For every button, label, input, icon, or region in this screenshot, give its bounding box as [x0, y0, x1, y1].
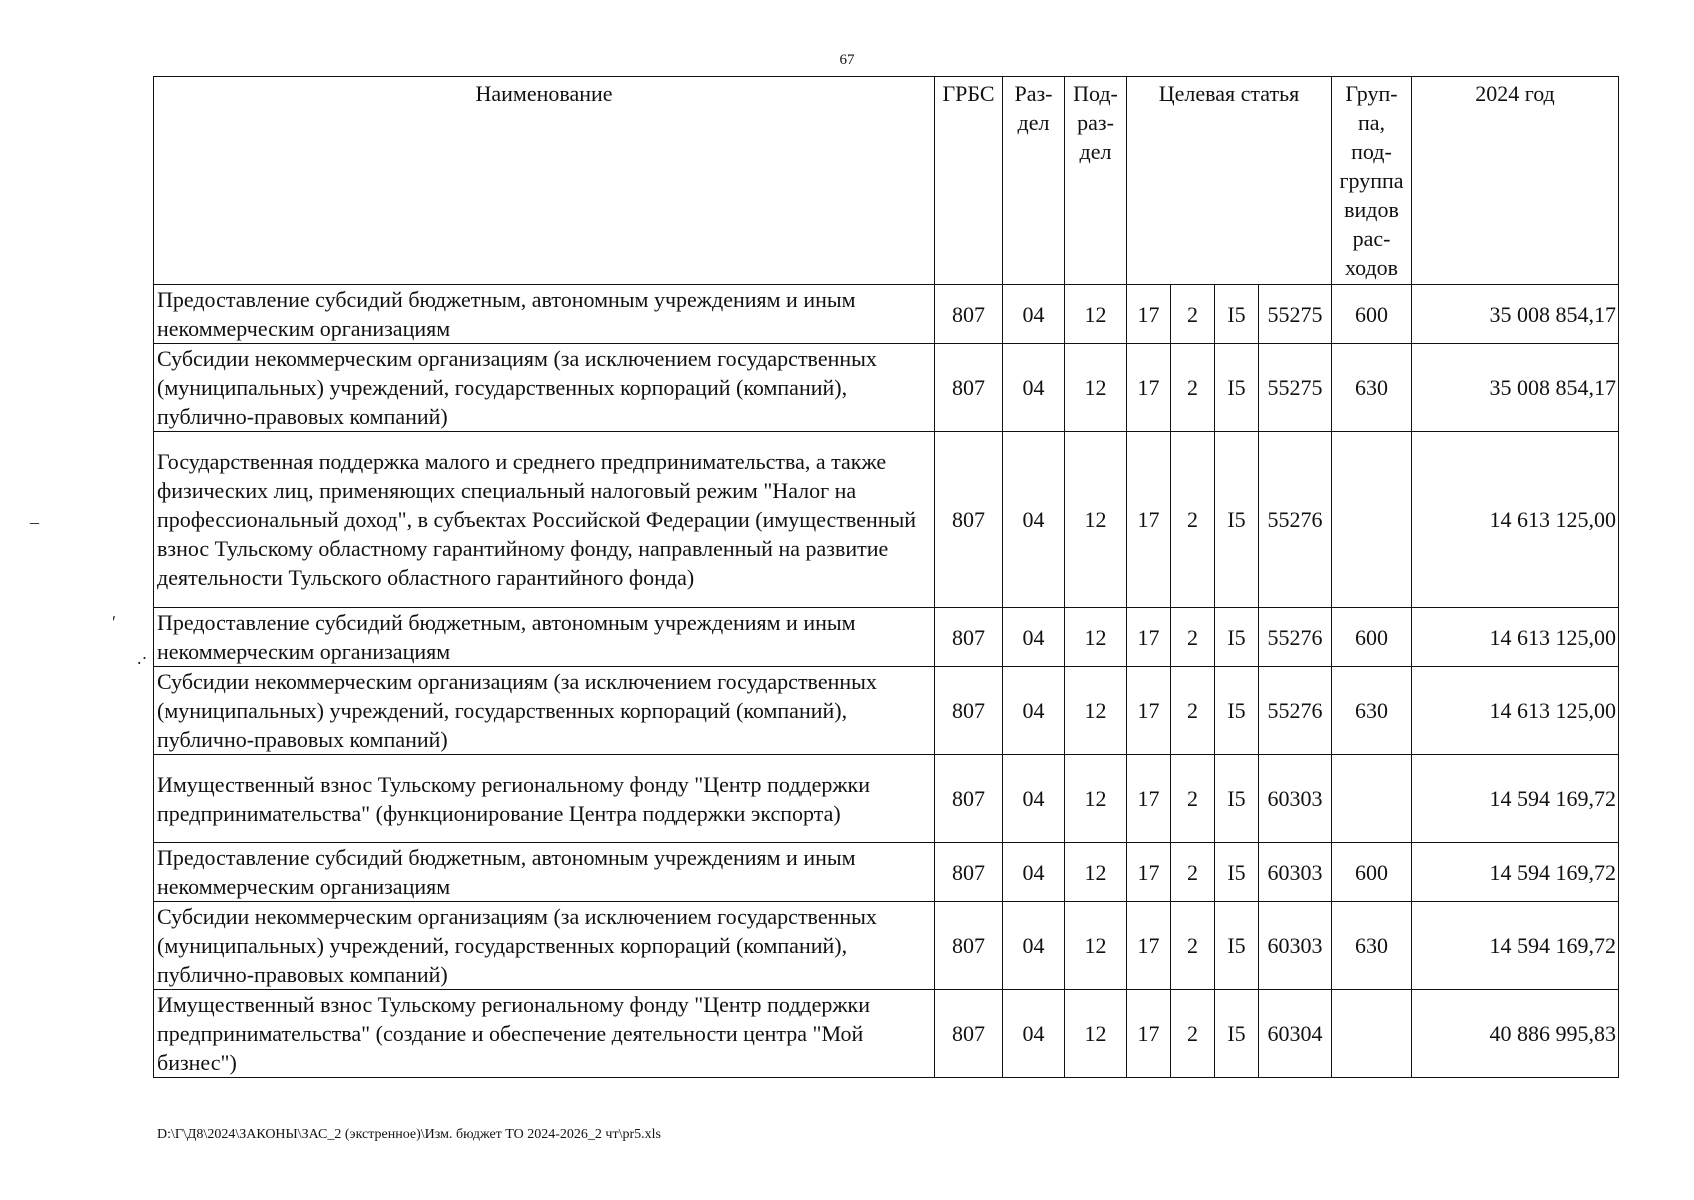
header-section: Раз- дел — [1003, 77, 1065, 285]
scan-mark: – — [30, 512, 39, 532]
cell-name: Субсидии некоммерческим организациям (за исключением государственных (муниципальных) учреждений, государственных корпораций (компаний), публично-правовых компаний) — [154, 344, 935, 432]
cell-amount: 14 613 125,00 — [1412, 667, 1619, 755]
cell-target-direction: 60303 — [1259, 843, 1332, 902]
table-row — [154, 990, 1619, 1078]
cell-target-type: 2 — [1171, 755, 1215, 843]
budget-table — [153, 76, 1619, 1078]
table-row — [154, 755, 1619, 843]
cell-target-project: I5 — [1215, 344, 1259, 432]
cell-target-project: I5 — [1215, 902, 1259, 990]
scan-mark: ʹ — [112, 612, 116, 632]
header-target-article: Целевая статья — [1127, 77, 1332, 285]
cell-target-program: 17 — [1127, 990, 1171, 1078]
table-row — [154, 285, 1619, 344]
cell-section: 04 — [1003, 285, 1065, 344]
cell-name: Предоставление субсидий бюджетным, автономным учреждениям и иным некоммерческим организациям — [154, 608, 935, 667]
table-row — [154, 843, 1619, 902]
cell-section: 04 — [1003, 344, 1065, 432]
table-row — [154, 608, 1619, 667]
cell-expense-group — [1332, 990, 1412, 1078]
cell-section: 04 — [1003, 902, 1065, 990]
cell-subsection: 12 — [1065, 285, 1127, 344]
cell-target-type: 2 — [1171, 843, 1215, 902]
table-row — [154, 344, 1619, 432]
cell-subsection: 12 — [1065, 902, 1127, 990]
cell-subsection: 12 — [1065, 432, 1127, 608]
cell-amount: 14 594 169,72 — [1412, 902, 1619, 990]
cell-amount: 14 594 169,72 — [1412, 843, 1619, 902]
header-name: Наименование — [154, 77, 935, 285]
header-year: 2024 год — [1412, 77, 1619, 285]
cell-grbs: 807 — [935, 843, 1003, 902]
cell-name: Имущественный взнос Тульскому региональному фонду "Центр поддержки предпринимательства" (создание и обеспечение деятельности центра "Мой бизнес") — [154, 990, 935, 1078]
cell-name: Субсидии некоммерческим организациям (за исключением государственных (муниципальных) учреждений, государственных корпораций (компаний), публично-правовых компаний) — [154, 902, 935, 990]
cell-subsection: 12 — [1065, 608, 1127, 667]
table-row — [154, 432, 1619, 608]
file-path: D:\Г\Д8\2024\ЗАКОНЫ\ЗАС_2 (экстренное)\Изм. бюджет ТО 2024-2026_2 чт\pr5.xls — [157, 1127, 661, 1142]
cell-grbs: 807 — [935, 608, 1003, 667]
cell-target-direction: 60303 — [1259, 902, 1332, 990]
cell-grbs: 807 — [935, 667, 1003, 755]
cell-target-direction: 60303 — [1259, 755, 1332, 843]
table-row — [154, 667, 1619, 755]
cell-target-project: I5 — [1215, 285, 1259, 344]
cell-section: 04 — [1003, 990, 1065, 1078]
cell-target-direction: 55275 — [1259, 344, 1332, 432]
cell-section: 04 — [1003, 843, 1065, 902]
cell-name: Предоставление субсидий бюджетным, автономным учреждениям и иным некоммерческим организациям — [154, 843, 935, 902]
cell-section: 04 — [1003, 432, 1065, 608]
header-grbs: ГРБС — [935, 77, 1003, 285]
cell-target-type: 2 — [1171, 902, 1215, 990]
cell-section: 04 — [1003, 755, 1065, 843]
cell-target-type: 2 — [1171, 608, 1215, 667]
cell-expense-group: 600 — [1332, 285, 1412, 344]
cell-target-type: 2 — [1171, 667, 1215, 755]
cell-expense-group — [1332, 432, 1412, 608]
cell-expense-group — [1332, 755, 1412, 843]
cell-target-program: 17 — [1127, 432, 1171, 608]
cell-target-program: 17 — [1127, 843, 1171, 902]
cell-target-program: 17 — [1127, 344, 1171, 432]
cell-target-project: I5 — [1215, 990, 1259, 1078]
scan-mark: .· — [137, 648, 148, 668]
cell-subsection: 12 — [1065, 755, 1127, 843]
cell-target-program: 17 — [1127, 902, 1171, 990]
cell-target-program: 17 — [1127, 608, 1171, 667]
cell-grbs: 807 — [935, 755, 1003, 843]
table-row — [154, 902, 1619, 990]
cell-target-project: I5 — [1215, 608, 1259, 667]
cell-subsection: 12 — [1065, 843, 1127, 902]
cell-subsection: 12 — [1065, 667, 1127, 755]
cell-section: 04 — [1003, 667, 1065, 755]
cell-target-type: 2 — [1171, 990, 1215, 1078]
cell-subsection: 12 — [1065, 990, 1127, 1078]
cell-amount: 35 008 854,17 — [1412, 344, 1619, 432]
header-subsection: Под- раз- дел — [1065, 77, 1127, 285]
cell-name: Государственная поддержка малого и среднего предпринимательства, а также физических лиц, применяющих специальный налоговый режим "Налог на профессиональный доход", в субъектах Российской Федерации (имущественный взнос Тульскому областному гарантийному фонду, направленный на развитие деятельности Тульского областного гарантийного фонда) — [154, 432, 935, 608]
cell-name: Предоставление субсидий бюджетным, автономным учреждениям и иным некоммерческим организациям — [154, 285, 935, 344]
cell-target-project: I5 — [1215, 432, 1259, 608]
cell-name: Имущественный взнос Тульскому региональному фонду "Центр поддержки предпринимательства" (функционирование Центра поддержки экспорта) — [154, 755, 935, 843]
cell-target-project: I5 — [1215, 843, 1259, 902]
cell-grbs: 807 — [935, 990, 1003, 1078]
cell-grbs: 807 — [935, 344, 1003, 432]
cell-target-type: 2 — [1171, 285, 1215, 344]
cell-target-program: 17 — [1127, 667, 1171, 755]
cell-target-project: I5 — [1215, 667, 1259, 755]
cell-amount: 40 886 995,83 — [1412, 990, 1619, 1078]
cell-subsection: 12 — [1065, 344, 1127, 432]
cell-grbs: 807 — [935, 432, 1003, 608]
cell-expense-group: 630 — [1332, 667, 1412, 755]
cell-target-direction: 55276 — [1259, 432, 1332, 608]
cell-target-program: 17 — [1127, 755, 1171, 843]
cell-name: Субсидии некоммерческим организациям (за исключением государственных (муниципальных) учреждений, государственных корпораций (компаний), публично-правовых компаний) — [154, 667, 935, 755]
cell-target-project: I5 — [1215, 755, 1259, 843]
cell-target-direction: 55276 — [1259, 608, 1332, 667]
cell-target-direction: 60304 — [1259, 990, 1332, 1078]
cell-expense-group: 630 — [1332, 902, 1412, 990]
cell-amount: 14 613 125,00 — [1412, 432, 1619, 608]
header-group: Груп- па, под- группа видов рас- ходов — [1332, 77, 1412, 285]
cell-grbs: 807 — [935, 902, 1003, 990]
page-number: 67 — [839, 52, 855, 68]
cell-target-type: 2 — [1171, 432, 1215, 608]
cell-grbs: 807 — [935, 285, 1003, 344]
table-header-row — [154, 77, 1619, 285]
cell-expense-group: 600 — [1332, 843, 1412, 902]
cell-expense-group: 630 — [1332, 344, 1412, 432]
cell-amount: 14 594 169,72 — [1412, 755, 1619, 843]
cell-amount: 35 008 854,17 — [1412, 285, 1619, 344]
cell-target-program: 17 — [1127, 285, 1171, 344]
cell-expense-group: 600 — [1332, 608, 1412, 667]
cell-amount: 14 613 125,00 — [1412, 608, 1619, 667]
cell-target-direction: 55276 — [1259, 667, 1332, 755]
cell-section: 04 — [1003, 608, 1065, 667]
cell-target-direction: 55275 — [1259, 285, 1332, 344]
cell-target-type: 2 — [1171, 344, 1215, 432]
